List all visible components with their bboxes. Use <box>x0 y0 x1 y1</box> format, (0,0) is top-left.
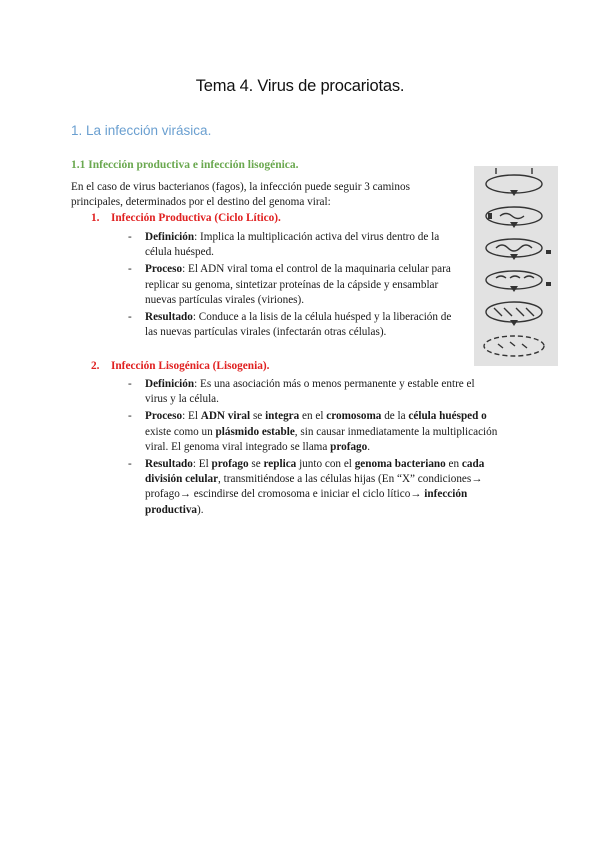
bullet-dash: - <box>128 458 132 471</box>
lytic-heading-text: Infección Productiva (Ciclo Lítico). <box>111 212 281 224</box>
subsection-heading: 1.1 Infección productiva e infección lisogénica. <box>71 159 299 171</box>
item-text: : Implica la multiplicación activa del virus dentro de la célula huésped. <box>145 231 440 259</box>
item-text: : Es una asociación más o menos permanente y estable entre el virus y la célula. <box>145 378 475 406</box>
item-label: Resultado <box>145 458 193 471</box>
item-label: Resultado <box>145 311 193 324</box>
item-text: : El ADN viral toma el control de la maquinaria celular para replicar su genoma, sintetizar proteínas de la cápside y ensamblar nuevas partículas virales (viriones). <box>145 263 451 306</box>
item-text: : Conduce a la lisis de la célula huésped y la liberación de las nuevas partículas virales (infectarán otras células). <box>145 311 452 339</box>
list-item: - Proceso: El ADN viral se integra en el cromosoma de la célula huésped o existe como un plásmido estable, sin causar inmediatamente la multiplicación viral. El genoma viral integrado se llama profago. <box>128 410 498 453</box>
item-label: Proceso <box>145 263 183 276</box>
lysogenic-number: 2. <box>91 360 100 372</box>
lytic-list <box>128 230 463 342</box>
item-label: Definición <box>145 231 195 243</box>
item-label: Proceso <box>145 410 183 423</box>
list-item <box>128 377 475 407</box>
bullet-dash: - <box>128 263 132 276</box>
lysogenic-heading <box>91 360 269 372</box>
lytic-cycle-diagram-icon <box>474 166 558 366</box>
bullet-dash: - <box>128 410 132 423</box>
bullet-dash: - <box>128 311 132 324</box>
lytic-heading <box>91 212 281 224</box>
lytic-cycle-figure <box>474 166 558 366</box>
list-item <box>128 262 463 308</box>
bullet-dash: - <box>128 231 132 243</box>
lysogenic-list <box>128 377 508 520</box>
lytic-number: 1. <box>91 212 100 224</box>
list-item <box>128 310 463 340</box>
section-heading: 1. La infección virásica. <box>71 123 212 138</box>
lysogenic-heading-text: Infección Lisogénica (Lisogenia). <box>111 360 270 372</box>
list-item <box>128 230 463 260</box>
intro-paragraph: En el caso de virus bacterianos (fagos), la infección puede seguir 3 caminos principales, determinados por el destino del genoma viral: <box>71 181 410 208</box>
bullet-dash: - <box>128 378 132 390</box>
list-item: - Resultado: El profago se replica junto con el genoma bacteriano en cada división celular, transmitiéndose a las células hijas (En “X” condiciones→ profago→ escindirse del cromosoma e iniciar el ciclo lítico→ infección productiva). <box>128 458 485 516</box>
item-label: Definición <box>145 378 195 390</box>
document-title: Tema 4. Virus de procariotas. <box>195 77 405 95</box>
